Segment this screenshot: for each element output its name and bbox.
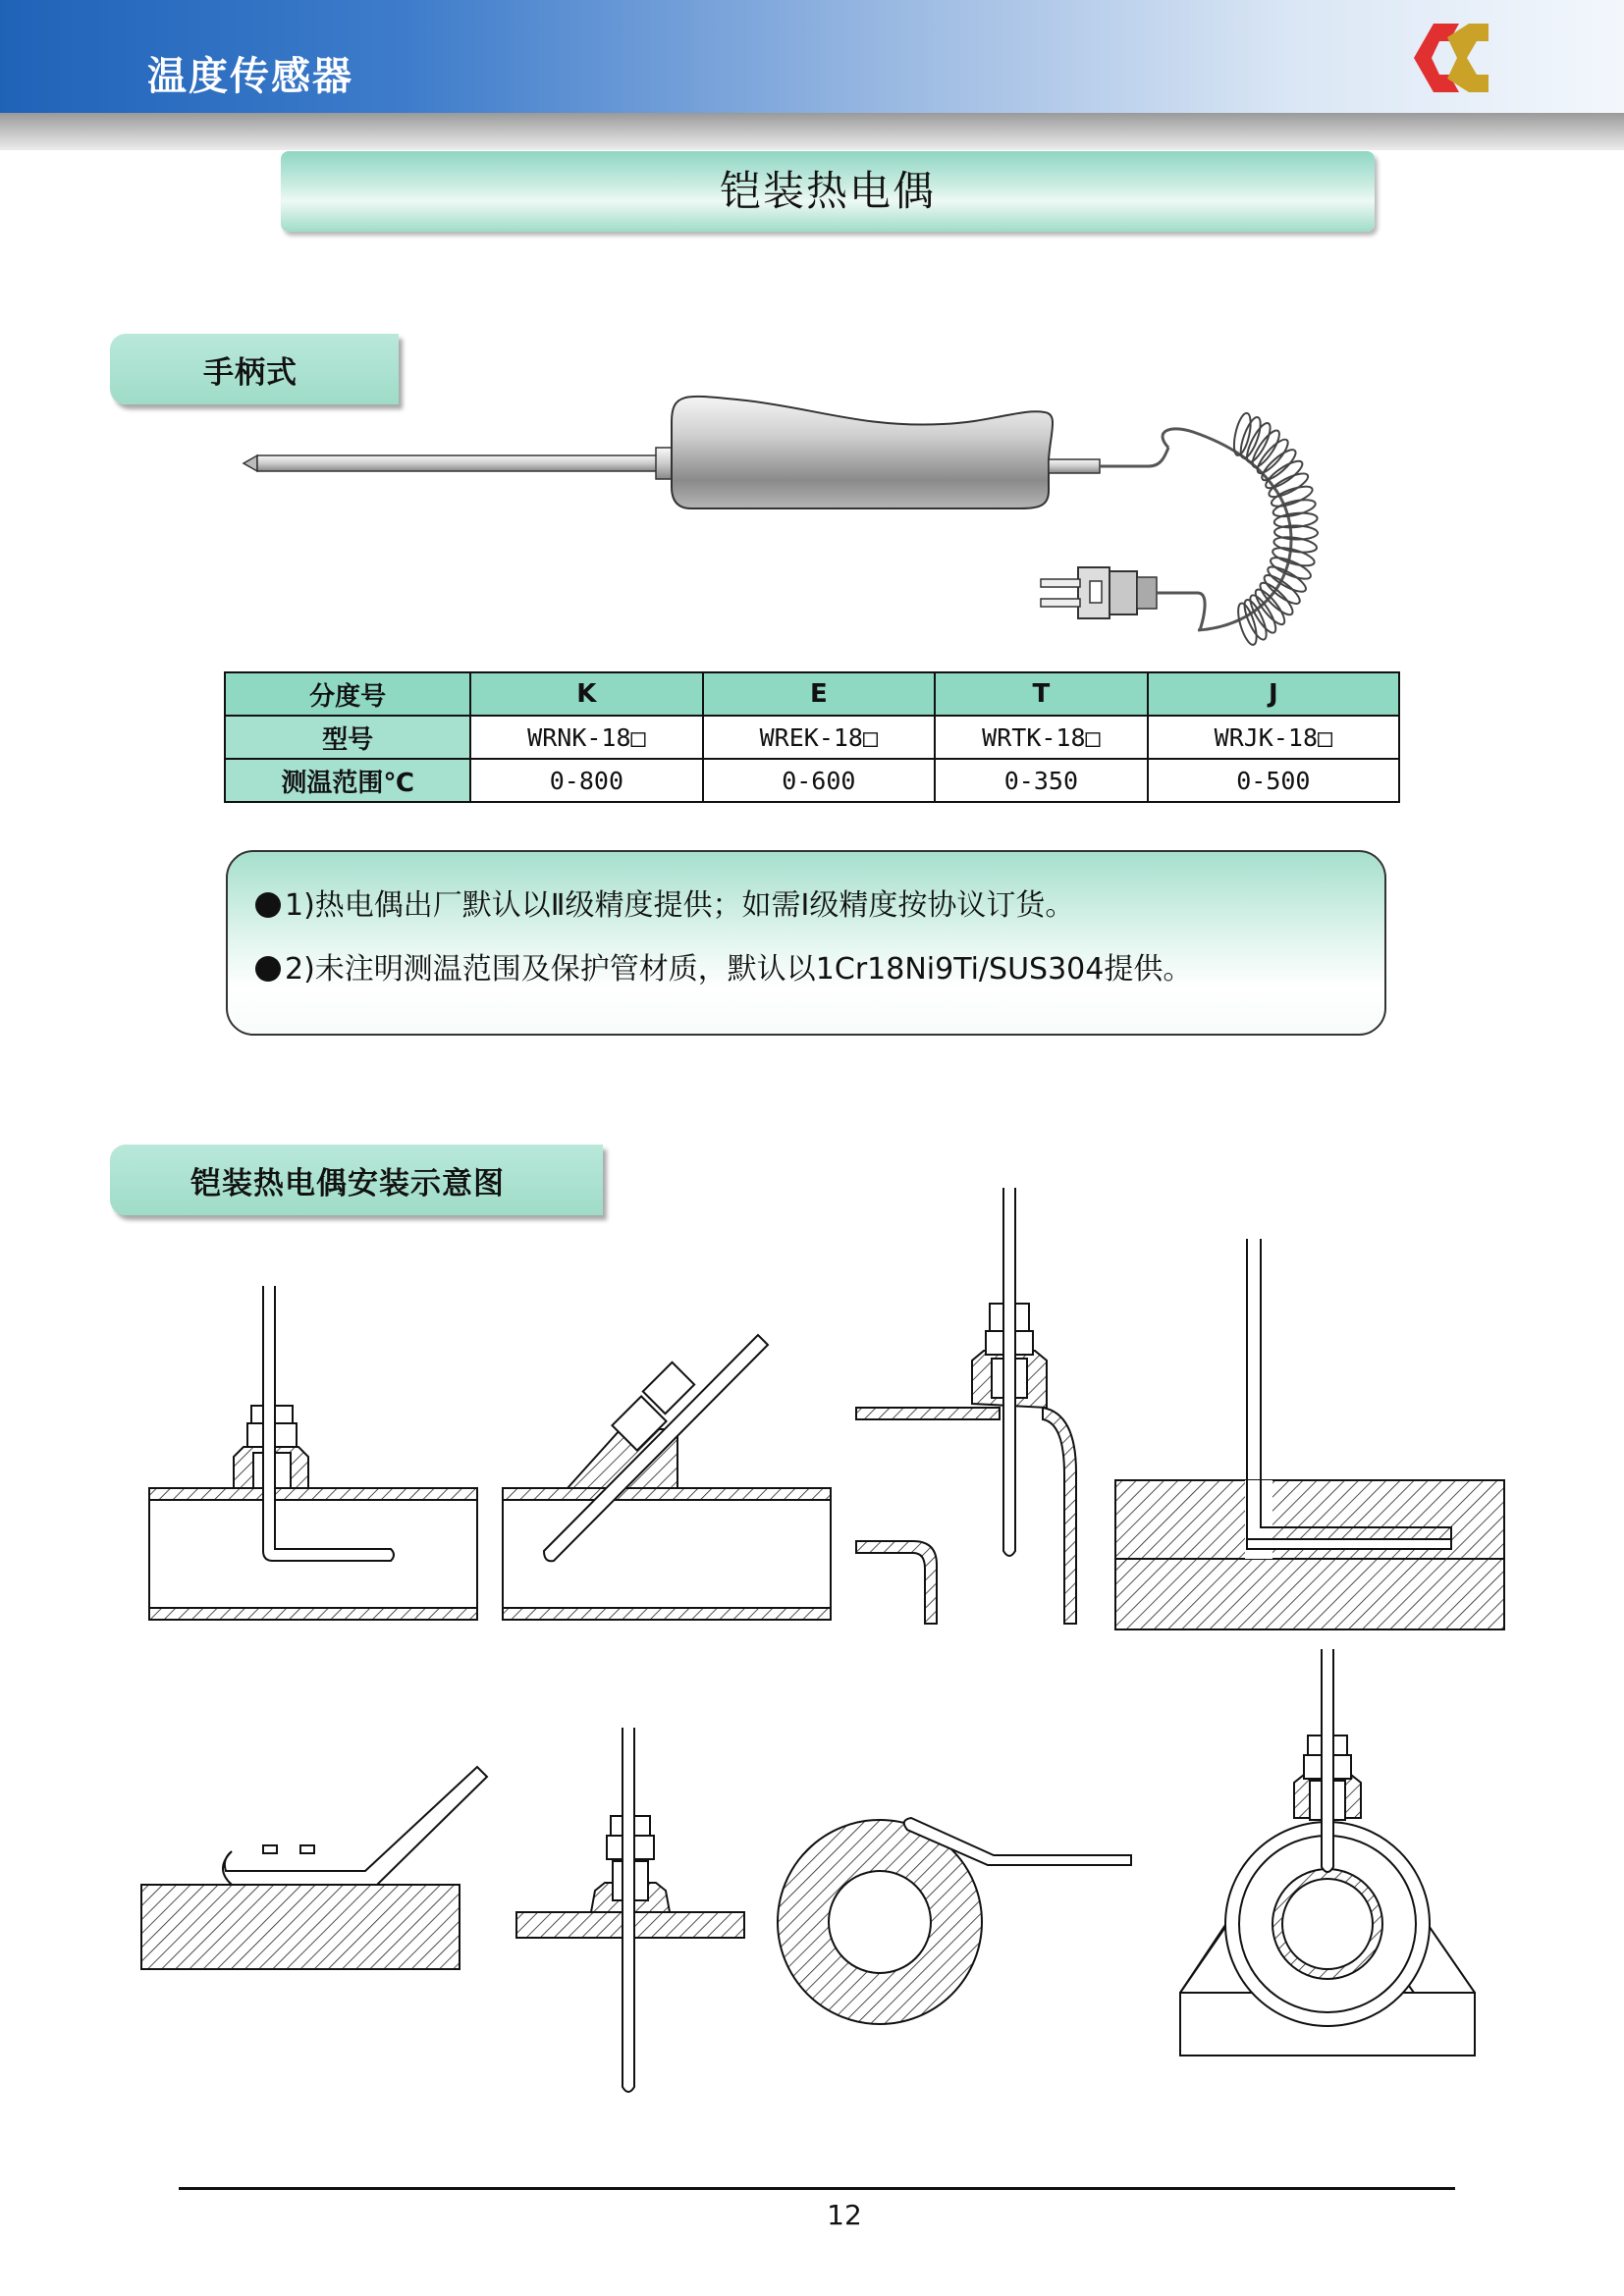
note-item bbox=[255, 881, 1074, 924]
table-row bbox=[225, 759, 1399, 802]
table-cell: 0-800 bbox=[470, 759, 702, 802]
note-item bbox=[255, 944, 1192, 988]
table-header-cell: T bbox=[935, 672, 1148, 716]
coil-loop bbox=[1231, 411, 1254, 456]
handheld-thermocouple-illustration bbox=[0, 0, 1624, 687]
page-number: 12 bbox=[827, 2199, 862, 2231]
coiled-cable bbox=[1163, 429, 1291, 630]
coil-loop bbox=[1258, 446, 1299, 485]
table-header-cell: 分度号 bbox=[225, 672, 470, 716]
section-label-handle-type: 手柄式 bbox=[203, 355, 298, 391]
table-row bbox=[225, 716, 1399, 759]
install-diagram-block bbox=[1115, 1239, 1504, 1629]
install-diagram-ring bbox=[778, 1818, 1131, 2024]
bullet-icon bbox=[255, 892, 281, 918]
install-diagram-surface bbox=[141, 1767, 487, 1969]
installation-diagrams bbox=[0, 1158, 1624, 2120]
table-row-label: 测温范围℃ bbox=[225, 759, 470, 802]
section-label-install-diagram: 铠装热电偶安装示意图 bbox=[190, 1166, 505, 1201]
table-header-row bbox=[225, 672, 1399, 716]
coil-loops bbox=[1231, 411, 1319, 646]
table-header-cell: J bbox=[1148, 672, 1399, 716]
install-diagram-flange bbox=[516, 1728, 744, 2092]
header-title: 温度传感器 bbox=[147, 54, 353, 99]
notes-box bbox=[226, 850, 1386, 1036]
footer-divider bbox=[179, 2187, 1455, 2190]
table-cell: WRTK-18□ bbox=[935, 716, 1148, 759]
page-title: 铠装热电偶 bbox=[719, 167, 936, 215]
coil-loop bbox=[1256, 579, 1296, 619]
bullet-icon bbox=[255, 956, 281, 982]
install-diagram-straight-pipe bbox=[149, 1286, 477, 1620]
table-cell: WREK-18□ bbox=[703, 716, 935, 759]
install-diagram-angled-pipe bbox=[503, 1335, 831, 1620]
coil-loop bbox=[1272, 497, 1317, 519]
coil-loop bbox=[1271, 544, 1316, 568]
table-cell: 0-350 bbox=[935, 759, 1148, 802]
spec-table bbox=[224, 671, 1400, 803]
table-cell: WRNK-18□ bbox=[470, 716, 702, 759]
table-cell: WRJK-18□ bbox=[1148, 716, 1399, 759]
table-cell: 0-500 bbox=[1148, 759, 1399, 802]
table-header-cell: K bbox=[470, 672, 702, 716]
table-cell: 0-600 bbox=[703, 759, 935, 802]
table-row-label: 型号 bbox=[225, 716, 470, 759]
install-diagram-elbow bbox=[856, 1188, 1076, 1624]
install-diagram-bearing bbox=[1180, 1649, 1475, 2056]
note-text: 1)热电偶出厂默认以Ⅱ级精度提供；如需Ⅰ级精度按协议订货。 bbox=[285, 888, 1075, 923]
table-header-cell: E bbox=[703, 672, 935, 716]
note-text: 2)未注明测温范围及保护管材质，默认以1Cr18Ni9Ti/SUS304提供。 bbox=[285, 952, 1193, 987]
